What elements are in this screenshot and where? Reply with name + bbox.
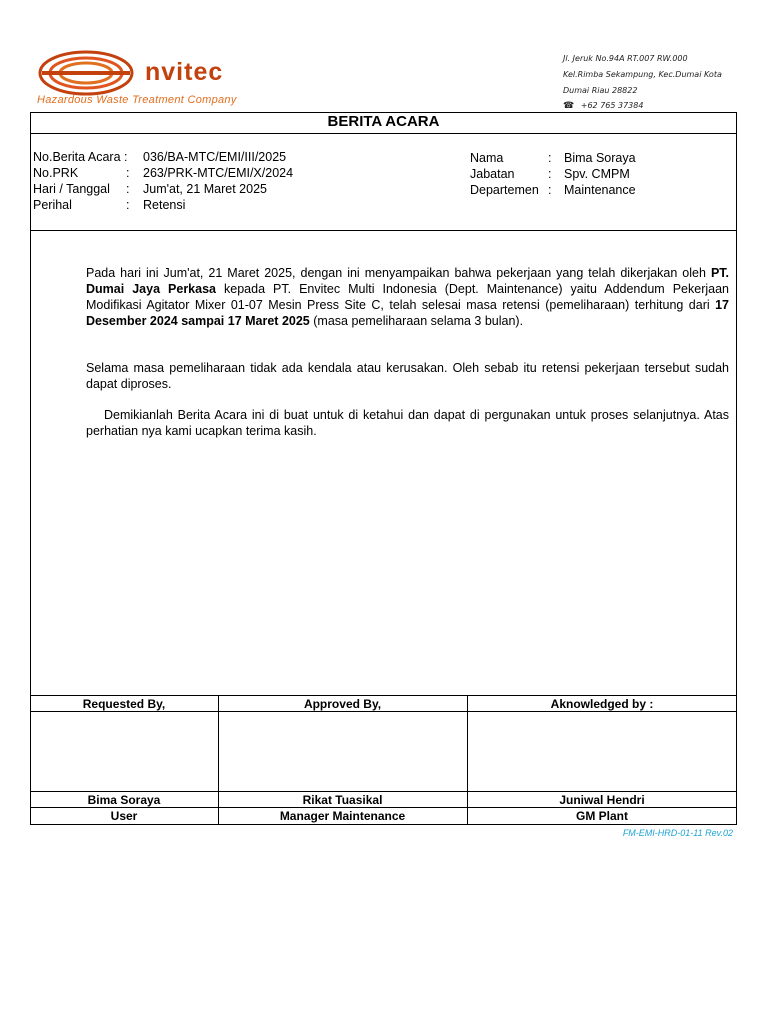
signature-heading-requested: Requested By, bbox=[82, 697, 166, 711]
paragraph-1-text-a: Pada hari ini Jum'at, 21 Maret 2025, dengan ini menyampaikan bahwa pekerjaan yang telah dikerjakan oleh bbox=[86, 266, 711, 280]
field-value-nama: Bima Soraya bbox=[564, 151, 636, 165]
signature-top-divider bbox=[30, 695, 737, 696]
field-label-hari-tanggal: Hari / Tanggal bbox=[33, 182, 110, 196]
info-divider bbox=[30, 230, 737, 231]
phone-icon: ☎ bbox=[563, 101, 575, 111]
signatory-name-approved: Rikat Tuasikal bbox=[302, 793, 383, 807]
field-sep-hari-tanggal: : bbox=[126, 182, 130, 196]
body-paragraph-3: Demikianlah Berita Acara ini di buat untuk di ketahui dan dapat di pergunakan untuk proses selanjutnya. Atas perhatian nya kami ucapkan terima kasih. bbox=[86, 408, 729, 438]
title-divider bbox=[30, 133, 737, 134]
field-sep-nama: : bbox=[548, 151, 552, 165]
field-value-no-prk: 263/PRK-MTC/EMI/X/2024 bbox=[143, 166, 294, 180]
logo-wordmark: nvitec bbox=[145, 58, 224, 86]
paragraph-1-text-b: kepada PT. Envitec Multi Indonesia (Dept. Maintenance) yaitu Addendum Pekerjaan Modifikasi Agitator Mixer 01-07 Mesin Press Site C, telah selesai masa retensi (pemeliharaan) terhitung dari bbox=[86, 282, 729, 312]
retention-period: 17 Desember 2024 sampai 17 Maret 2025 bbox=[86, 298, 729, 328]
signature-name-divider bbox=[30, 807, 737, 808]
field-value-departemen: Maintenance bbox=[564, 183, 636, 197]
document-title: BERITA ACARA bbox=[327, 113, 440, 130]
signatory-name-acknowledged: Juniwal Hendri bbox=[559, 793, 645, 807]
signatory-role-requested: User bbox=[110, 809, 138, 823]
signature-heading-divider bbox=[30, 711, 737, 712]
envitec-e-icon bbox=[40, 52, 132, 94]
field-value-perihal: Retensi bbox=[143, 198, 186, 212]
address-line-3: Dumai Riau 28822 bbox=[563, 86, 638, 95]
field-label-nama: Nama bbox=[470, 151, 504, 165]
field-sep-departemen: : bbox=[548, 183, 552, 197]
field-value-hari-tanggal: Jum'at, 21 Maret 2025 bbox=[143, 182, 267, 196]
body-paragraph-2: Selama masa pemeliharaan tidak ada kendala atau kerusakan. Oleh sebab itu retensi pekerjaan tersebut sudah dapat diproses. bbox=[86, 361, 729, 391]
field-label-no-prk: No.PRK bbox=[33, 166, 79, 180]
document-frame bbox=[30, 112, 737, 825]
contractor-name: PT. Dumai Jaya Perkasa bbox=[86, 266, 729, 296]
phone-number: +62 765 37384 bbox=[580, 101, 644, 110]
field-label-jabatan: Jabatan bbox=[470, 167, 515, 181]
signatory-name-requested: Bima Soraya bbox=[87, 793, 161, 807]
field-label-departemen: Departemen bbox=[470, 183, 539, 197]
phone-line bbox=[563, 101, 643, 111]
field-label-perihal: Perihal bbox=[33, 198, 72, 212]
signatory-role-acknowledged: GM Plant bbox=[575, 809, 628, 823]
signature-space-divider bbox=[30, 791, 737, 792]
field-label-no-berita-acara: No.Berita Acara : bbox=[33, 150, 128, 164]
company-tagline: Hazardous Waste Treatment Company bbox=[37, 94, 237, 106]
paragraph-1-text-c: (masa pemeliharaan selama 3 bulan). bbox=[309, 314, 524, 328]
address-line-2: Kel.Rimba Sekampung, Kec.Dumai Kota bbox=[563, 70, 722, 79]
address-line-1: Jl. Jeruk No.94A RT.007 RW.000 bbox=[563, 54, 688, 63]
field-sep-jabatan: : bbox=[548, 167, 552, 181]
form-code: FM-EMI-HRD-01-11 Rev.02 bbox=[622, 828, 733, 838]
field-value-no-berita-acara: 036/BA-MTC/EMI/III/2025 bbox=[143, 150, 287, 164]
field-sep-no-prk: : bbox=[126, 166, 130, 180]
field-value-jabatan: Spv. CMPM bbox=[564, 167, 630, 181]
field-sep-perihal: : bbox=[126, 198, 130, 212]
signatory-role-approved: Manager Maintenance bbox=[279, 809, 406, 823]
signature-heading-acknowledged: Aknowledged by : bbox=[550, 697, 654, 711]
signature-heading-approved: Approved By, bbox=[303, 697, 382, 711]
body-paragraph-1 bbox=[86, 265, 729, 329]
